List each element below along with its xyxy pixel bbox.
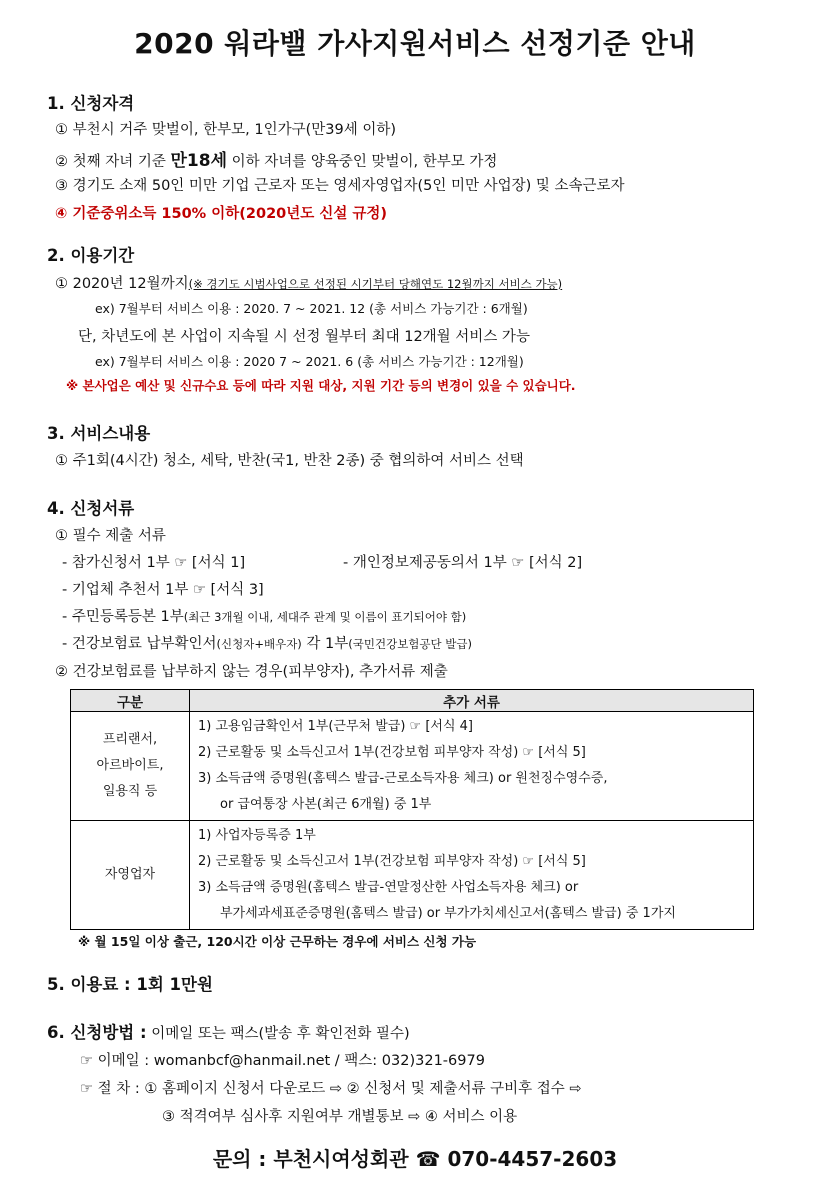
list-item: 2) 근로활동 및 소득신고서 1부(건강보험 피부양자 작성) ☞ [서식 5]	[198, 854, 586, 869]
section-1-heading: 1. 신청자격	[47, 94, 135, 113]
list-item: 3) 소득금액 증명원(홈텍스 발급-근로소득자용 체크) or 원천징수영수증,	[198, 771, 608, 786]
section-6-heading	[47, 1019, 410, 1043]
sec3-item-1: ① 주1회(4시간) 청소, 세탁, 반찬(국1, 반찬 2종) 중 협의하여 서비스 선택	[55, 453, 524, 469]
procedure-steps-1: ☞ 절 차 : ① 홈페이지 신청서 다운로드 ⇨ ② 신청서 및 제출서류 구비후 접수 ⇨	[80, 1081, 582, 1097]
inquiry-contact: 문의 : 부천시여성회관 ☎ 070-4457-2603	[212, 1147, 618, 1171]
doc-privacy-consent: - 개인정보제공동의서 1부 ☞ [서식 2]	[343, 555, 583, 571]
sec2-item-1-text: ① 2020년 12월까지	[55, 276, 189, 292]
contact-email-fax: ☞ 이메일 : womanbcf@hanmail.net / 팩스: 032)321-6979	[80, 1053, 485, 1069]
list-item: 부가세과세표준증명원(홈텍스 발급) or 부가가치세신고서(홈텍스 발급) 중 1가지	[220, 906, 676, 921]
doc-resident-registration-note: (최근 3개월 이내, 세대주 관계 및 이름이 표기되어야 함)	[183, 610, 467, 624]
section-5-heading: 5. 이용료 : 1회 1만원	[47, 975, 213, 994]
section-4-heading: 4. 신청서류	[47, 499, 135, 518]
freelancer-label-1: 프리랜서,	[102, 732, 158, 747]
table-note: ※ 월 15일 이상 출근, 120시간 이상 근무하는 경우에 서비스 신청 가능	[78, 934, 477, 949]
section-6-heading-rest: 이메일 또는 팩스(발송 후 확인전화 필수)	[146, 1026, 410, 1042]
sec2-notice: ※ 본사업은 예산 및 신규수요 등에 따라 지원 대상, 지원 기간 등의 변경이 있을 수 있습니다.	[66, 378, 576, 393]
sec4-sub-2: ② 건강보험료를 납부하지 않는 경우(피부양자), 추가서류 제출	[55, 664, 448, 680]
table-header-documents: 추가 서류	[190, 690, 754, 712]
sec1-item-2	[55, 146, 497, 171]
list-item: 1) 사업자등록증 1부	[198, 828, 316, 843]
sec2-example-1: ex) 7월부터 서비스 이용 : 2020. 7 ~ 2021. 12 (총 서비스 가능기간 : 6개월)	[95, 301, 528, 316]
sec2-example-2: ex) 7월부터 서비스 이용 : 2020 7 ~ 2021. 6 (총 서비스 가능기간 : 12개월)	[95, 354, 524, 369]
freelancer-label-3: 일용직 등	[102, 784, 158, 799]
doc-health-insurance-count: 각 1부	[301, 636, 349, 652]
sec1-item-1: ① 부천시 거주 맞벌이, 한부모, 1인가구(만39세 이하)	[55, 122, 396, 138]
table-cell-category-freelancer	[71, 712, 190, 821]
doc-company-recommendation: - 기업체 추천서 1부 ☞ [서식 3]	[62, 582, 264, 598]
freelancer-label-2: 아르바이트,	[96, 758, 164, 773]
table-cell-self-employed-documents	[190, 821, 754, 930]
table-header-category: 구분	[71, 690, 190, 712]
sec2-item-1-note: (※ 경기도 시범사업으로 선정된 시기부터 당해연도 12월까지 서비스 가능)	[188, 277, 563, 291]
sec1-item-2-post: 이하 자녀를 양육중인 맞벌이, 한부모 가정	[227, 154, 498, 170]
page-title: 2020 워라밸 가사지원서비스 선정기준 안내	[134, 27, 696, 60]
doc-health-insurance-note-2: (국민건강보험공단 발급)	[348, 637, 472, 651]
section-6-heading-bold: 6. 신청방법 :	[47, 1023, 147, 1042]
table-row	[71, 712, 754, 821]
doc-resident-registration-text: - 주민등록등본 1부	[62, 609, 184, 625]
sec2-item-1	[55, 272, 562, 293]
table-cell-freelancer-documents	[190, 712, 754, 821]
doc-health-insurance-text: - 건강보험료 납부확인서	[62, 636, 217, 652]
list-item: 1) 고용임금확인서 1부(근무처 발급) ☞ [서식 4]	[198, 719, 473, 734]
additional-documents-table	[70, 689, 754, 930]
section-2-heading: 2. 이용기간	[47, 246, 135, 265]
table-cell-category-self-employed: 자영업자	[71, 821, 190, 930]
list-item: 3) 소득금액 증명원(홈텍스 발급-연말정산한 사업소득자용 체크) or	[198, 880, 579, 895]
procedure-steps-2: ③ 적격여부 심사후 지원여부 개별통보 ⇨ ④ 서비스 이용	[162, 1109, 518, 1125]
sec1-item-2-emphasis: 만18세	[170, 151, 227, 171]
sec4-sub-1: ① 필수 제출 서류	[55, 528, 166, 544]
doc-resident-registration	[62, 605, 466, 626]
list-item: 2) 근로활동 및 소득신고서 1부(건강보험 피부양자 작성) ☞ [서식 5]	[198, 745, 586, 760]
sec1-item-3: ③ 경기도 소재 50인 미만 기업 근로자 또는 영세자영업자(5인 미만 사업장) 및 소속근로자	[55, 178, 625, 194]
table-header-row	[71, 690, 754, 712]
sec1-item-4: ④ 기준중위소득 150% 이하(2020년도 신설 규정)	[55, 206, 388, 222]
list-item: or 급여통장 사본(최근 6개월) 중 1부	[220, 797, 432, 812]
doc-health-insurance	[62, 632, 472, 653]
doc-application-form: - 참가신청서 1부 ☞ [서식 1]	[62, 555, 246, 571]
doc-health-insurance-note-1: (신청자+배우자)	[216, 637, 302, 651]
table-row	[71, 821, 754, 930]
section-3-heading: 3. 서비스내용	[47, 424, 151, 443]
sec2-item-2: 단, 차년도에 본 사업이 지속될 시 선정 월부터 최대 12개월 서비스 가능	[78, 329, 530, 345]
sec1-item-2-pre: ② 첫째 자녀 기준	[55, 154, 171, 170]
